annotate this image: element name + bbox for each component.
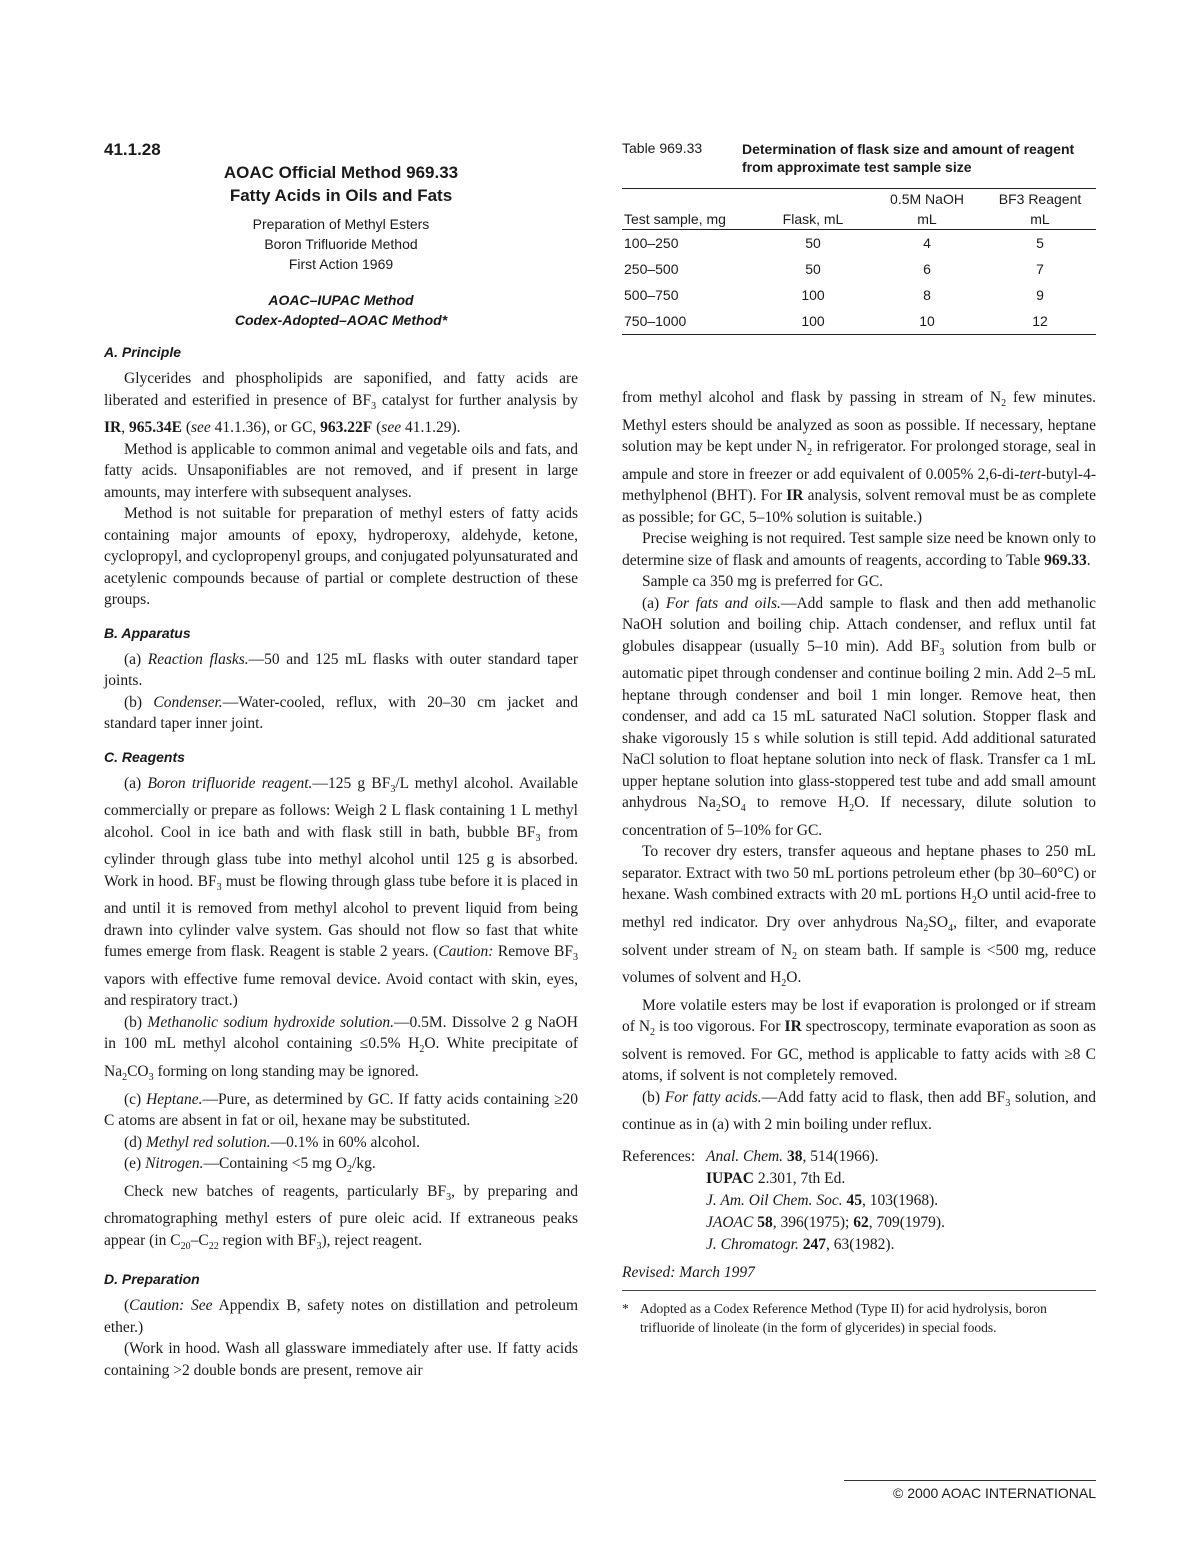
table-header: 0.5M NaOH xyxy=(870,189,984,210)
method-title: AOAC Official Method 969.33 xyxy=(223,163,459,182)
references xyxy=(622,1146,1096,1256)
reference-entry: JAOAC 58, 396(1975); 62, 709(1979). xyxy=(706,1213,945,1231)
title-block xyxy=(104,162,578,330)
principle-heading: A. Principle xyxy=(104,344,182,360)
reference-entry: J. Am. Oil Chem. Soc. 45, 103(1968). xyxy=(706,1191,939,1209)
adoption-status xyxy=(104,290,578,330)
reagent-item-d: (d) Methyl red solution.—0.1% in 60% alcohol. xyxy=(124,1133,421,1151)
table-row xyxy=(622,308,1096,335)
table-label: Table 969.33 xyxy=(622,140,703,156)
table-row xyxy=(622,230,1096,257)
table-cell: 5 xyxy=(1036,235,1044,251)
reagent-item-e: (e) Nitrogen.—Containing <5 mg $O_2/kg$. xyxy=(124,1155,376,1176)
copyright-footer: © 2000 AOAC INTERNATIONAL xyxy=(844,1480,1096,1501)
preparation-item-b: (b) For fatty acids.—Add fatty acid to flask, then add $BF_3$ solution, and continue as in (a) with 2 min boiling under reflux. xyxy=(622,1088,1096,1134)
table-cell: 250–500 xyxy=(624,261,679,277)
table-cell: 750–1000 xyxy=(622,308,756,335)
table-title: Determination of flask size and amount of reagent from approximate test sample size xyxy=(742,141,1075,175)
revised-date: Revised: March 1997 xyxy=(622,1263,755,1281)
table-cell: 12 xyxy=(984,308,1096,335)
preparation-item-a: (a) For fats and oils.—Add sample to flask and then add methanolic NaOH solution and boiling chip. Attach condenser, and reflux until fat globules disappear (usually 5–10 min). Add $BF_3$ solution from bulb or automatic pipet through condenser and continue boiling 2 min. Add 2–5 mL heptane through condenser and boil 1 min longer. Remove heat, then condenser, and add ca 15 mL saturated NaCl solution. Stopper flask and shake vigorously 15 s while solution is still tepid. Add additional saturated NaCl solution to float heptane solution into neck of flask. Transfer ca 1 mL upper heptane solution into glass-stoppered test tube and add small amount anhydrous $Na_2SO_4$ to remove $H_2O$. If necessary, dilute solution to concentration of 5–10% for GC. xyxy=(622,594,1097,839)
table-cell: 50 xyxy=(805,261,821,277)
adoption-line-2: Codex-Adopted–AOAC Method* xyxy=(234,312,448,328)
principle-paragraph-1: Glycerides and phospholipids are saponified, and fatty acids are liberated and esterified in presence of $BF_3$ catalyst for further analysis by IR, 965.34E (see 41.1.36), or GC, 963.22F (see 41.1.29). xyxy=(104,370,578,437)
table-caption xyxy=(622,140,1096,176)
references-label: References: xyxy=(622,1147,696,1165)
footnote-text: Adopted as a Codex Reference Method (Type II) for acid hydrolysis, boron trifluoride of linoleate (in the form of glycerides) in special foods. xyxy=(640,1300,1047,1335)
footnote-marker: * xyxy=(622,1300,629,1316)
left-column xyxy=(104,140,578,1381)
table-header: mL xyxy=(984,209,1096,230)
subtitle-line-2: Boron Trifluoride Method xyxy=(264,236,418,252)
apparatus-item-a: (a) Reaction flasks.—50 and 125 mL flasks with outer standard taper joints. xyxy=(104,650,578,690)
preparation-dry-esters-paragraph: To recover dry esters, transfer aqueous and heptane phases to 250 mL separator. Extract with two 50 mL portions petroleum ether (bp 30–60°C) or hexane. Wash combined extracts with 20 mL portions $H_2O$ until acid-free to methyl red indicator. Dry over anhydrous $Na_2SO_4$, filter, and evaporate solvent under stream of $N_2$ on steam bath. If sample is <500 mg, reduce volumes of solvent and $H_2O$. xyxy=(622,843,1097,990)
table-row xyxy=(622,256,1096,282)
reagents-heading: C. Reagents xyxy=(104,748,185,765)
table-cell: 10 xyxy=(870,308,984,335)
table-cell: 9 xyxy=(1036,287,1044,303)
table-row xyxy=(622,282,1096,308)
table-cell: 100–250 xyxy=(624,235,679,251)
table-header: BF3 Reagent xyxy=(984,189,1096,210)
method-name: Fatty Acids in Oils and Fats xyxy=(229,186,453,205)
table-cell: 100 xyxy=(756,308,870,335)
apparatus-heading: B. Apparatus xyxy=(104,624,191,641)
right-column xyxy=(622,140,1096,1337)
subtitle-line-1: Preparation of Methyl Esters xyxy=(252,216,430,232)
preparation-hood-paragraph-cont: from methyl alcohol and flask by passing in stream of $N_2$ few minutes. Methyl esters should be analyzed as soon as possible. If necessary, heptane solution may be kept under $N_2$ in refrigerator. For prolonged storage, seal in ampule and store in freezer or add equivalent of 0.005% 2,6-di-tert-butyl-4-methylphenol (BHT). For IR analysis, solvent removal must be as complete as possible; for GC, 5–10% solution is suitable.) xyxy=(622,389,1096,526)
subtitle-line-3: First Action 1969 xyxy=(288,256,394,272)
table-header xyxy=(756,189,870,210)
reagent-item-b: (b) Methanolic sodium hydroxide solution.—0.5M. Dissolve 2 g NaOH in 100 mL methyl alcohol containing ≤0.5% $H_2O$. White precipitate of $Na_2CO_3$ forming on long standing may be ignored. xyxy=(104,1013,578,1084)
table-header: Test sample, mg xyxy=(622,209,756,230)
table-cell: 8 xyxy=(923,287,931,303)
table-header-row-1 xyxy=(622,189,1096,210)
reference-entry: IUPAC 2.301, 7th Ed. xyxy=(706,1169,846,1187)
table-cell: 4 xyxy=(923,235,931,251)
reference-entry: References: Anal. Chem. 38, 514(1966). xyxy=(622,1146,1096,1168)
table-cell: 50 xyxy=(805,235,821,251)
table-cell: 7 xyxy=(1036,261,1044,277)
table-cell: 100 xyxy=(801,287,825,303)
apparatus-item-b: (b) Condenser.—Water-cooled, reflux, with 20–30 cm jacket and standard taper inner joint. xyxy=(104,693,579,733)
preparation-heading: D. Preparation xyxy=(104,1271,200,1288)
reference-entry: J. Chromatogr. 247, 63(1982). xyxy=(706,1235,895,1253)
reagent-check-paragraph: Check new batches of reagents, particularly $BF_3$, by preparing and chromatographing methyl esters of pure oleic acid. If extraneous peaks appear (in $C_{20}-C_{22}$ region with $BF_3$), reject reagent. xyxy=(104,1182,578,1252)
preparation-hood-paragraph-start: (Work in hood. Wash all glassware immediately after use. If fatty acids containing >2 double bonds are present, remove air xyxy=(104,1340,578,1379)
preparation-sample-paragraph: Sample ca 350 mg is preferred for GC. xyxy=(642,573,884,591)
reagent-item-c: (c) Heptane.—Pure, as determined by GC. If fatty acids containing ≥20 C atoms are absent in fat or oil, hexane may be substituted. xyxy=(104,1090,578,1130)
principle-paragraph-3: Method is not suitable for preparation of methyl esters of fatty acids containing major amounts of epoxy, hydroperoxy, aldehyde, ketone, cyclopropyl, and cyclopropenyl groups, and conjugated polyunsaturated and acetylenic compounds because of partial or complete destruction of these groups. xyxy=(104,505,578,609)
adoption-line-1: AOAC–IUPAC Method xyxy=(268,292,414,308)
principle-paragraph-2: Method is applicable to common animal and vegetable oils and fats, and fatty acids. Unsaponifiables are not removed, and if present in large amounts, may interfere with subsequent analyses. xyxy=(104,440,578,501)
preparation-caution: (Caution: See Appendix B, safety notes on distillation and petroleum ether.) xyxy=(104,1297,578,1336)
reagent-item-a: (a) Boron trifluoride reagent.—125 g $BF_3/L$ methyl alcohol. Available commercially or prepare as follows: Weigh 2 L flask containing 1 L methyl alcohol. Cool in ice bath and with flask still in bath, bubble $BF_3$ from cylinder through glass tube into methyl alcohol until 125 g is absorbed. Work in hood. $BF_3$ must be flowing through glass tube before it is placed in and until it is removed from methyl alcohol to prevent liquid from being drawn into cylinder valve system. Gas should not flow so fast that white fumes emerge from flask. Reagent is stable 2 years. (Caution: Remove $BF_3$ vapors with effective fume removal device. Avoid contact with skin, eyes, and respiratory tract.) xyxy=(104,774,578,1010)
footnote xyxy=(622,1299,1096,1337)
table-header xyxy=(622,189,756,210)
table-header: mL xyxy=(870,209,984,230)
method-subtitle xyxy=(104,214,578,274)
preparation-volatile-paragraph: More volatile esters may be lost if evaporation is prolonged or if stream of $N_2$ is too vigorous. For IR spectroscopy, terminate evaporation as soon as solvent is removed. For GC, method is applicable to fatty acids with ≥8 C atoms, if solvent is not completely removed. xyxy=(622,996,1096,1085)
flask-size-table xyxy=(622,188,1096,335)
table-header-row-2 xyxy=(622,209,1096,230)
table-cell: 6 xyxy=(923,261,931,277)
footnote-divider xyxy=(622,1290,1096,1291)
preparation-weighing-paragraph: Precise weighing is not required. Test sample size need be known only to determine size of flask and amounts of reagents, according to Table 969.33. xyxy=(622,530,1096,569)
table-header: Flask, mL xyxy=(756,209,870,230)
section-number: 41.1.28 xyxy=(104,140,161,159)
table-cell: 500–750 xyxy=(624,287,679,303)
